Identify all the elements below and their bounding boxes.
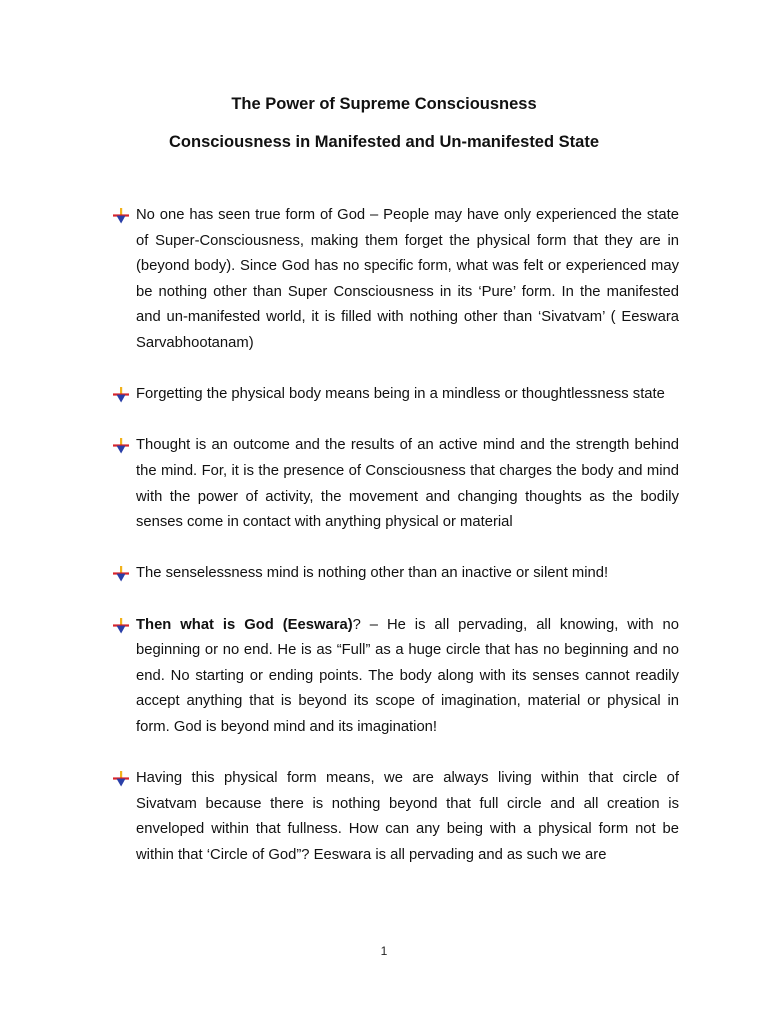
bullet-text bbox=[136, 386, 665, 402]
bullet-item bbox=[113, 433, 679, 535]
bullet-list bbox=[113, 203, 679, 868]
bullet-item bbox=[113, 203, 679, 357]
bullet-text bbox=[136, 617, 679, 735]
bullet-body: ? – He is all pervading, all knowing, with no beginning or no end. He is as “Full” as a huge circle that has no beginning and no end. No starting or ending points. The body along with its senses cannot readily accept anything that is beyond its scope of imagination, material or physical in form. God is beyond mind and its imagination! bbox=[136, 616, 679, 735]
document-subtitle: Consciousness in Manifested and Un-manifested State bbox=[169, 133, 599, 151]
bullet-text bbox=[136, 770, 679, 863]
bullet-body: Having this physical form means, we are always living within that circle of Sivatvam because there is nothing beyond that full circle and all creation is enveloped within that fullness. How can any being with a physical form not be within that ‘Circle of God”? Eeswara is all pervading and as such we are bbox=[136, 770, 679, 863]
document-title: The Power of Supreme Consciousness bbox=[231, 95, 537, 113]
bullet-item bbox=[113, 766, 679, 868]
bullet-item bbox=[113, 382, 679, 408]
arrow-cross-bullet-icon bbox=[113, 771, 129, 787]
arrow-cross-bullet-icon bbox=[113, 387, 129, 403]
bullet-text bbox=[136, 207, 679, 351]
arrow-cross-bullet-icon bbox=[113, 438, 129, 454]
bullet-text bbox=[136, 565, 608, 581]
arrow-cross-bullet-icon bbox=[113, 566, 129, 582]
arrow-cross-bullet-icon bbox=[113, 618, 129, 634]
bullet-bold-lead: Then what is God (Eeswara) bbox=[136, 616, 353, 633]
bullet-body: No one has seen true form of God – People may have only experienced the state of Super-Consciousness, making them forget the physical form that they are in (beyond body). Since God has no specific form, what was felt or experienced may be nothing other than Super Consciousness in its ‘Pure’ form. In the manifested and un-manifested world, it is filled with nothing other than ‘Sivatvam’ ( Eeswara Sarvabhootanam) bbox=[136, 207, 679, 351]
bullet-text bbox=[136, 437, 679, 530]
bullet-body: The senselessness mind is nothing other than an inactive or silent mind! bbox=[136, 565, 609, 582]
bullet-body: Forgetting the physical body means being in a mindless or thoughtlessness state bbox=[136, 386, 665, 403]
page-number: 1 bbox=[380, 944, 388, 958]
bullet-item bbox=[113, 613, 679, 741]
bullet-item bbox=[113, 561, 679, 587]
bullet-body: Thought is an outcome and the results of an active mind and the strength behind the mind. For, it is the presence of Consciousness that charges the body and mind with the power of activity, the movement and changing thoughts as the bodily senses come in contact with anything physical or material bbox=[136, 437, 679, 531]
arrow-cross-bullet-icon bbox=[113, 208, 129, 224]
